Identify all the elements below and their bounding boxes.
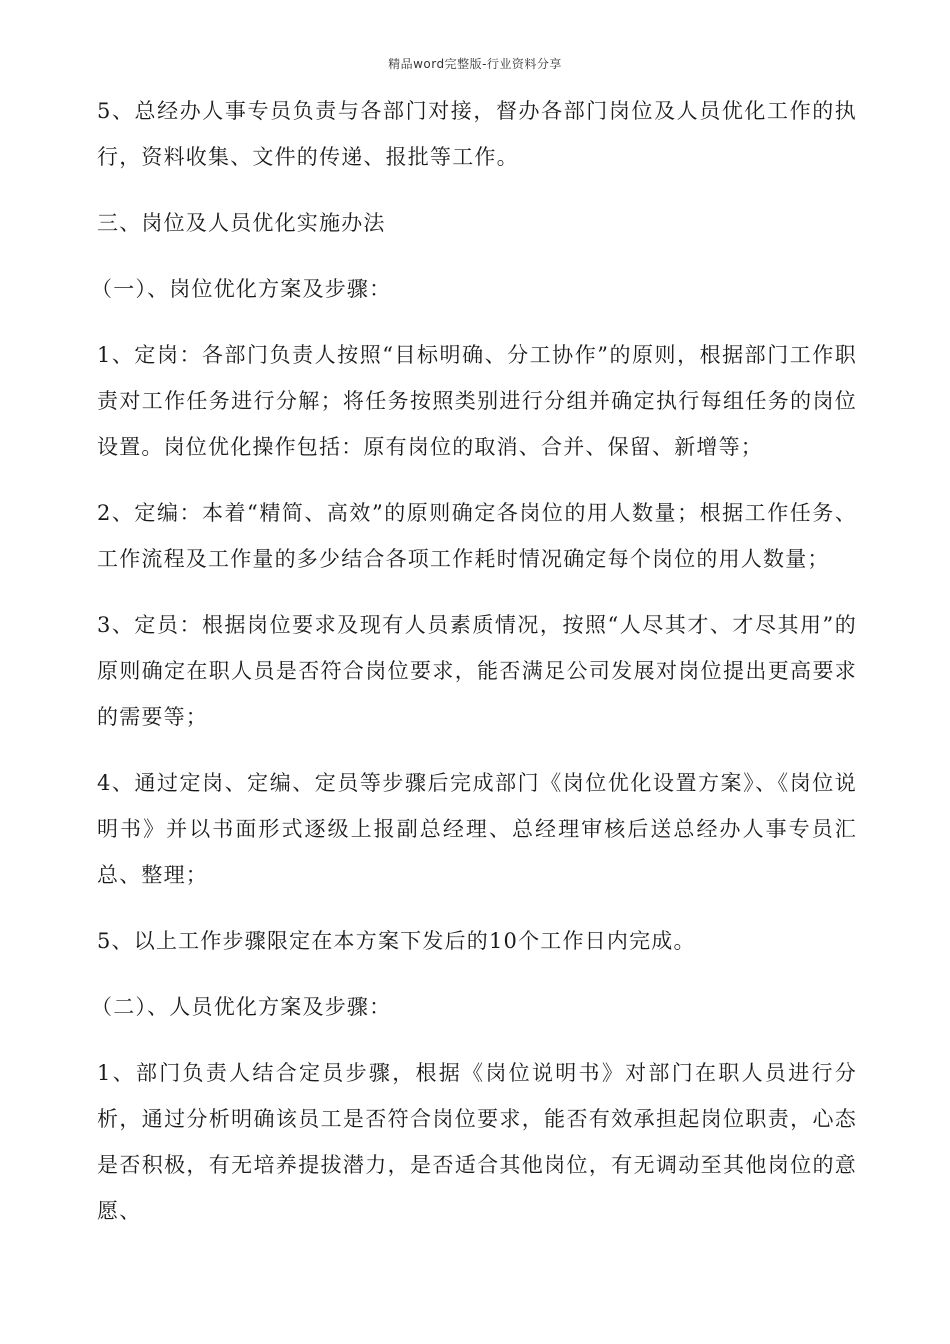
subsection-heading-position-optimization: （一）、岗位优化方案及步骤： <box>91 277 392 301</box>
subsection-heading-staff-optimization: （二）、人员优化方案及步骤： <box>91 995 392 1019</box>
paragraph-step-5-deadline: 5、以上工作步骤限定在本方案下发后的10个工作日内完成。 <box>97 929 696 953</box>
paragraph-step-4-submit-plan: 4、通过定岗、定编、定员等步骤后完成部门《岗位优化设置方案》、《岗位说明书》并以书面形式逐级上报副总经理、总经理审核后送总经办人事专员汇总、整理； <box>97 771 857 887</box>
paragraph-step-1-define-positions: 1、定岗：各部门负责人按照“目标明确、分工协作”的原则，根据部门工作职责对工作任务进行分解；将任务按照类别进行分组并确定执行每组任务的岗位设置。岗位优化操作包括：原有岗位的取消、合并、保留、新增等； <box>97 343 857 459</box>
paragraph-item-5-liaison: 5、总经办人事专员负责与各部门对接，督办各部门岗位及人员优化工作的执行，资料收集、文件的传递、报批等工作。 <box>97 99 857 169</box>
section-heading-implementation: 三、岗位及人员优化实施办法 <box>97 211 386 235</box>
paragraph-staff-step-1: 1、部门负责人结合定员步骤，根据《岗位说明书》对部门在职人员进行分析，通过分析明确该员工是否符合岗位要求，能否有效承担起岗位职责，心态是否积极，有无培养提拔潜力，是否适合其他岗位，有无调动至其他岗位的意愿、 <box>97 1061 857 1223</box>
paragraph-step-2-define-headcount: 2、定编：本着“精简、高效”的原则确定各岗位的用人数量；根据工作任务、工作流程及工作量的多少结合各项工作耗时情况确定每个岗位的用人数量； <box>97 501 857 571</box>
document-body <box>91 88 857 1254</box>
page-header: 精品word完整版-行业资料分享 <box>388 57 562 71</box>
paragraph-step-3-define-staff: 3、定员：根据岗位要求及现有人员素质情况，按照“人尽其才、才尽其用”的原则确定在职人员是否符合岗位要求，能否满足公司发展对岗位提出更高要求的需要等； <box>97 613 857 729</box>
